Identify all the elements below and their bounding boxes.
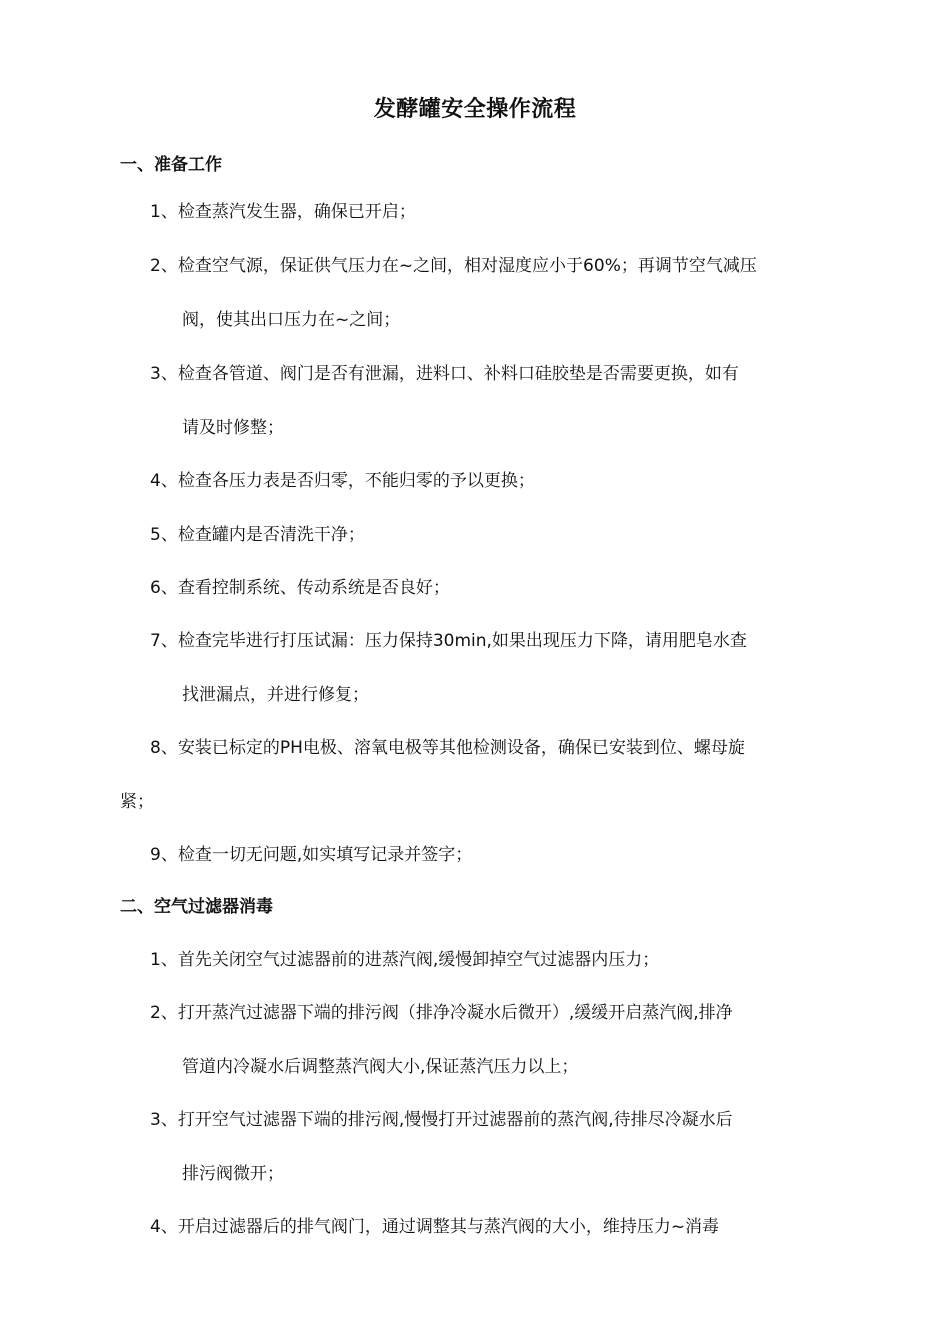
step-2-1: 1、首先关闭空气过滤器前的进蒸汽阀,缓慢卸掉空气过滤器内压力； (150, 950, 660, 970)
document-title: 发酵罐安全操作流程 (373, 97, 577, 122)
section-heading-preparation: 一、准备工作 (120, 155, 222, 175)
step-1-2-cont: 阀，使其出口压力在~之间； (182, 310, 401, 330)
step-2-2: 2、打开蒸汽过滤器下端的排污阀（排净冷凝水后微开）,缓缓开启蒸汽阀,排净 (150, 1003, 733, 1023)
step-1-7-cont: 找泄漏点，并进行修复； (182, 685, 369, 705)
step-1-8-cont: 紧； (120, 792, 154, 812)
step-1-6: 6、查看控制系统、传动系统是否良好； (150, 578, 450, 598)
step-1-9: 9、检查一切无问题,如实填写记录并签字； (150, 845, 473, 865)
step-1-4: 4、检查各压力表是否归零，不能归零的予以更换； (150, 471, 535, 491)
step-1-5: 5、检查罐内是否清洗干净； (150, 525, 365, 545)
step-1-3-cont: 请及时修整； (182, 418, 284, 438)
step-1-7: 7、检查完毕进行打压试漏：压力保持30min,如果出现压力下降，请用肥皂水查 (150, 631, 747, 651)
step-2-3: 3、打开空气过滤器下端的排污阀,慢慢打开过滤器前的蒸汽阀,待排尽冷凝水后 (150, 1110, 733, 1130)
section-heading-air-filter-sterilization: 二、空气过滤器消毒 (120, 897, 273, 917)
step-2-3-cont: 排污阀微开； (182, 1164, 284, 1184)
step-2-2-cont: 管道内冷凝水后调整蒸汽阀大小,保证蒸汽压力以上； (182, 1057, 579, 1077)
step-1-8: 8、安装已标定的PH电极、溶氧电极等其他检测设备，确保已安装到位、螺母旋 (150, 738, 745, 758)
step-1-3: 3、检查各管道、阀门是否有泄漏，进料口、补料口硅胶垫是否需要更换，如有 (150, 364, 739, 384)
step-1-2: 2、检查空气源，保证供气压力在~之间，相对湿度应小于60%；再调节空气减压 (150, 256, 757, 276)
step-1-1: 1、检查蒸汽发生器，确保已开启； (150, 202, 416, 222)
step-2-4: 4、开启过滤器后的排气阀门，通过调整其与蒸汽阀的大小，维持压力~消毒 (150, 1217, 720, 1237)
